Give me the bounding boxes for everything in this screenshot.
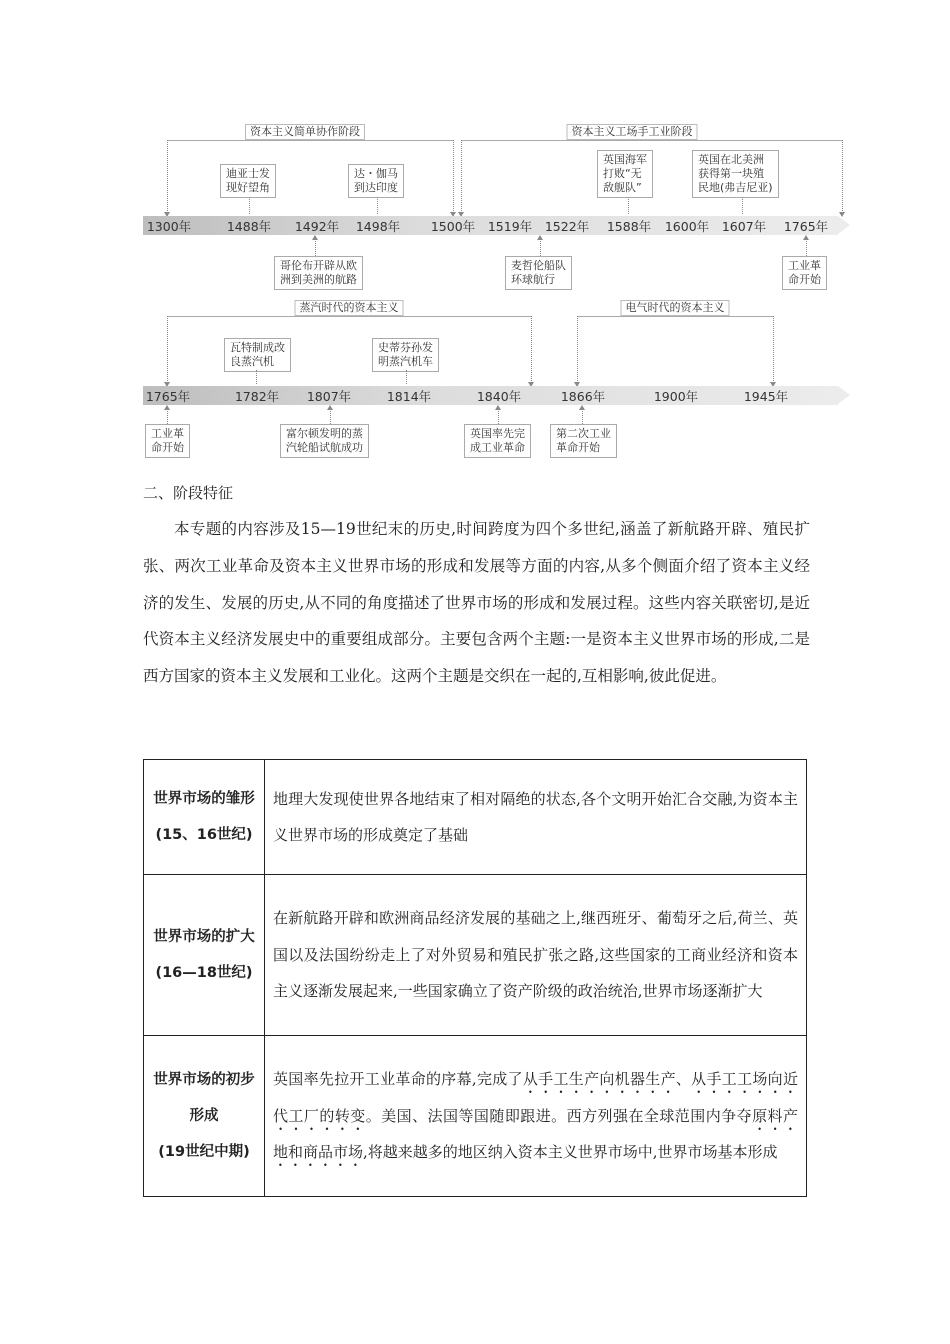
arrow-up-icon xyxy=(164,405,170,410)
event-box: 迪亚士发 现好望角 xyxy=(220,164,276,198)
arrow-right-icon xyxy=(838,386,850,404)
period-label-steam-age: 蒸汽时代的资本主义 xyxy=(295,300,404,316)
year-label: 1814年 xyxy=(386,389,432,404)
content-cell: 地理大发现使世界各地结束了相对隔绝的状态,各个文明开始汇合交融,为资本主义世界市场的形成奠定了基础 xyxy=(265,760,807,875)
year-label: 1866年 xyxy=(560,389,606,404)
event-box: 麦哲伦船队 环球航行 xyxy=(505,256,572,290)
period-label-electric-age: 电气时代的资本主义 xyxy=(621,300,730,316)
year-label: 1488年 xyxy=(226,219,272,234)
table-row xyxy=(144,875,807,1036)
year-label: 1492年 xyxy=(294,219,340,234)
year-label: 1607年 xyxy=(721,219,767,234)
arrow-up-icon xyxy=(327,405,333,410)
stage-name: 世界市场的扩大 xyxy=(153,929,255,945)
stage-table xyxy=(143,759,807,1197)
stage-cell xyxy=(144,875,265,1036)
arrow-up-icon xyxy=(312,235,318,240)
year-label: 1945年 xyxy=(743,389,789,404)
table-row xyxy=(144,1036,807,1197)
stage-name: 世界市场的雏形 xyxy=(153,791,255,807)
timeline-axis xyxy=(143,216,853,235)
period-bracket xyxy=(461,140,842,141)
event-box: 哥伦布开辟从欧 洲到美洲的航路 xyxy=(274,256,363,290)
content-cell: 英国率先拉开工业革命的序幕,完成了从手工生产向机器生产、从手工工场向近代工厂的转变。美国、法国等国随即跟进。西方列强在全球范围内争夺原料产地和商品市场,将越来越多的地区纳入资本主义世界市场中,世界市场基本形成 xyxy=(265,1036,807,1197)
year-label: 1588年 xyxy=(606,219,652,234)
event-box: 英国在北美洲 获得第一块殖 民地(弗吉尼亚) xyxy=(692,150,779,198)
period-bracket xyxy=(167,316,531,317)
period-bracket xyxy=(577,316,773,317)
event-box: 英国海军 打败“无 敌舰队” xyxy=(597,150,653,198)
year-label: 1600年 xyxy=(664,219,710,234)
year-label: 1500年 xyxy=(430,219,476,234)
year-label: 1840年 xyxy=(476,389,522,404)
year-label: 1519年 xyxy=(487,219,533,234)
event-box: 第二次工业 革命开始 xyxy=(550,424,617,458)
paragraph-text: 本专题的内容涉及15—19世纪末的历史,时间跨度为四个多世纪,涵盖了新航路开辟、殖民扩张、两次工业革命及资本主义世界市场的形成和发展等方面的内容,从多个侧面介绍了资本主义经济的发生、发展的历史,从不同的角度描述了世界市场的形成和发展过程。这些内容关联密切,是近代资本主义经济发展史中的重要组成部分。主要包含两个主题:一是资本主义世界市场的形成,二是西方国家的资本主义发展和工业化。这两个主题是交织在一起的,互相影响,彼此促进。 xyxy=(143,520,810,686)
year-label: 1782年 xyxy=(234,389,280,404)
emphasized-text: 原料产地和商品市场 xyxy=(273,1106,798,1162)
section-heading: 二、阶段特征 xyxy=(143,484,234,502)
event-box: 达・伽马 到达印度 xyxy=(348,164,404,198)
intro-paragraph xyxy=(143,511,810,695)
event-box: 瓦特制成改 良蒸汽机 xyxy=(224,338,291,372)
year-label: 1765年 xyxy=(145,389,191,404)
arrow-right-icon xyxy=(838,216,850,234)
event-box: 富尔顿发明的蒸 汽轮船试航成功 xyxy=(280,424,369,458)
emphasized-text: 从手工生产向机器生产、从手工工场向近代工厂的转变 xyxy=(273,1070,798,1125)
stage-cell xyxy=(144,1036,265,1197)
stage-name: 世界市场的初步形成 xyxy=(153,1072,255,1124)
period-bracket xyxy=(167,140,453,141)
arrow-up-icon xyxy=(537,235,543,240)
event-box: 英国率先完 成工业革命 xyxy=(464,424,531,458)
stage-period: (15、16世纪) xyxy=(155,827,253,843)
stage-period: (16—18世纪) xyxy=(155,965,253,981)
event-box: 工业革 命开始 xyxy=(145,424,190,458)
event-box: 工业革 命开始 xyxy=(782,256,827,290)
event-box: 史蒂芬孙发 明蒸汽机车 xyxy=(372,338,439,372)
year-label: 1900年 xyxy=(653,389,699,404)
table-row xyxy=(144,760,807,875)
year-label: 1807年 xyxy=(306,389,352,404)
year-label: 1522年 xyxy=(544,219,590,234)
content-cell: 在新航路开辟和欧洲商品经济发展的基础之上,继西班牙、葡萄牙之后,荷兰、英国以及法国纷纷走上了对外贸易和殖民扩张之路,这些国家的工商业经济和资本主义逐渐发展起来,一些国家确立了资产阶级的政治统治,世界市场逐渐扩大 xyxy=(265,875,807,1036)
arrow-up-icon xyxy=(495,405,501,410)
year-label: 1300年 xyxy=(146,219,192,234)
period-label-simple-cooperation: 资本主义简单协作阶段 xyxy=(245,124,365,140)
stage-cell xyxy=(144,760,265,875)
arrow-up-icon xyxy=(803,235,809,240)
arrow-up-icon xyxy=(579,405,585,410)
year-label: 1498年 xyxy=(355,219,401,234)
period-label-manufactory: 资本主义工场手工业阶段 xyxy=(567,124,698,140)
year-label: 1765年 xyxy=(783,219,829,234)
stage-period: (19世纪中期) xyxy=(158,1144,250,1160)
timeline-axis xyxy=(143,386,853,405)
